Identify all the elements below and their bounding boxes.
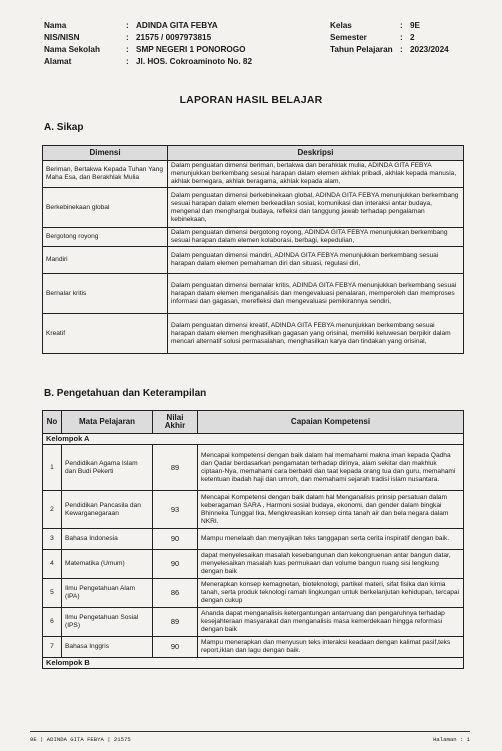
table-row (43, 161, 464, 188)
column-header: No (43, 411, 62, 434)
description-cell: Dalam penguatan dimensi berkebinekaan global, ADINDA GITA FEBYA menunjukkan berkembang sesuai harapan dalam elemen berkeadilan sosial, komunikasi dan interaksi antar budaya, mengenal dan menghargai budaya, refleksi dan tanggung jawab terhadap pengalaman kebinekaan, (168, 188, 464, 228)
table-row (43, 228, 464, 247)
footer-page-number: Halaman : 1 (433, 736, 470, 743)
grade-cell: 90 (153, 529, 198, 550)
label: Semester (330, 33, 367, 42)
table-row (43, 445, 464, 491)
label: Tahun Pelajaran (330, 45, 393, 54)
school-name: SMP NEGERI 1 PONOROGO (136, 45, 246, 54)
label: Kelas (330, 21, 352, 30)
school-row: Nama Sekolah : SMP NEGERI 1 PONOROGO (44, 45, 246, 54)
subject-cell: Pendidikan Agama Islam dan Budi Pekerti (62, 445, 153, 491)
subject-cell: Ilmu Pengetahuan Sosial (IPS) (62, 608, 153, 637)
row-number: 2 (43, 491, 62, 529)
label: Nama Sekolah (44, 45, 100, 54)
description-cell: Dalam penguatan dimensi kreatif, ADINDA GITA FEBYA menunjukkan berkembang sesuai harapan dalam elemen menghasilkan gagasan yang orisinal, memiliki keluwesan berpikir dalam mencari alternatif solusi permasalahan, menghasilkan karya dan tindakan yang orisinal, (168, 314, 464, 354)
column-header: Mata Pelajaran (62, 411, 153, 434)
table-row (43, 579, 464, 608)
year-row: Tahun Pelajaran : 2023/2024 (330, 45, 449, 54)
table-row (43, 314, 464, 354)
competency-cell: Mampu menerapkan dan menyusun teks interaksi keadaan dengan kalimat pasif,teks report,iklan dan lagu dengan baik. (198, 637, 464, 658)
dimension-cell: Bergotong royong (43, 228, 168, 247)
group-label: Kelompok B (43, 658, 464, 669)
column-header: Capaian Kompetensi (198, 411, 464, 434)
dimension-cell: Beriman, Bertakwa Kepada Tuhan Yang Maha Esa, dan Berakhlak Mulia (43, 161, 168, 188)
description-cell: Dalam penguatan dimensi beriman, bertakwa dan berahklak mulia, ADINDA GITA FEBYA menunjukkan berkembang sesuai harapan dalam elemen akhlak pribadi, akhlak kepada manusia, akhlak bernegara, akhlak beragama, akhlak kepada alam, (168, 161, 464, 188)
grade-cell: 90 (153, 637, 198, 658)
student-name: ADINDA GITA FEBYA (136, 21, 218, 30)
table-row (43, 274, 464, 314)
table-row (43, 188, 464, 228)
competency-cell: Mencapai Kompetensi dengan baik dalam hal Menganalisis prinsip persatuan dalam keberagaman SARA , Harmoni sosial budaya, ekonomi, dan gender dalam bingkai Bhinneka Tunggal Ika, Mengkreasikan konsep cinta tanah air dan bela negara dalam NKRI. (198, 491, 464, 529)
grade-cell: 89 (153, 608, 198, 637)
dimension-cell: Mandiri (43, 247, 168, 274)
page-title: LAPORAN HASIL BELAJAR (179, 94, 323, 106)
student-name-row: Nama : ADINDA GITA FEBYA (44, 21, 218, 30)
dimension-cell: Kreatif (43, 314, 168, 354)
table-row (43, 550, 464, 579)
semester-row: Semester : 2 (330, 33, 415, 42)
subject-cell: Matematika (Umum) (62, 550, 153, 579)
competency-cell: Mencapai kompetensi dengan baik dalam hal memahami makna iman kepada Qadha dan Qadar berdasarkan pengamatan terhadap dirinya, alam sekitar dan makhluk ciptaan-Nya, memahami cara berbakti dan taat kepada orang tua dan guru, memahami ketentuan ibadah haji dan umroh, dan memahami sejarah tradisi islam nusantara. (198, 445, 464, 491)
row-number: 7 (43, 637, 62, 658)
footer-student: 9E | ADINDA GITA FEBYA | 21575 (30, 736, 131, 743)
page-footer (30, 731, 470, 743)
description-cell: Dalam penguatan dimensi bergotong royong, ADINDA GITA FEBYA menunjukkan berkembang sesuai harapan dalam elemen kolaborasi, berbagi, kepedulian, (168, 228, 464, 247)
year-value: 2023/2024 (410, 45, 449, 54)
school-address: Jl. HOS. Cokroaminoto No. 82 (136, 57, 253, 66)
class-value: 9E (410, 21, 421, 30)
address-row: Alamat : Jl. HOS. Cokroaminoto No. 82 (44, 57, 253, 66)
student-nisn: 21575 / 0097973815 (136, 33, 212, 42)
competency-cell: Menerapkan konsep kemagnetan, bioteknologi, partikel materi, sifat fisika dan kimia tanah, serta produk teknologi ramah lingkungan untuk berkelanjutan kehidupan, tercapai dengan cukup (198, 579, 464, 608)
group-label: Kelompok A (43, 434, 464, 445)
label: NIS/NISN (44, 33, 80, 42)
table-header (43, 146, 464, 161)
row-number: 1 (43, 445, 62, 491)
dimension-cell: Bernalar kritis (43, 274, 168, 314)
sikap-table (42, 145, 464, 354)
pengetahuan-table (42, 410, 464, 669)
section-heading-sikap: A. Sikap (44, 122, 84, 133)
student-info-right (330, 20, 449, 56)
row-number: 4 (43, 550, 62, 579)
column-header: Dimensi (43, 146, 168, 161)
section-heading-pengetahuan: B. Pengetahuan dan Keterampilan (44, 388, 207, 399)
label: Alamat (44, 57, 72, 66)
description-cell: Dalam penguatan dimensi bernalar kritis, ADINDA GITA FEBYA menunjukkan berkembang sesuai harapan dalam elemen menganalisis dan mengevaluasi penalaran, memperoleh dan memproses informasi dan gagasan, merefleksi dan mengevaluasi pemikirannya sendiri, (168, 274, 464, 314)
dimension-cell: Berkebinekaan global (43, 188, 168, 228)
table-row (43, 637, 464, 658)
competency-cell: Ananda dapat menganalisis ketergantungan antarruang dan pengaruhnya terhadap kesejahteraan masyarakat dan menganalisis masa kemerdekaan hingga reformasi dengan baik (198, 608, 464, 637)
description-cell: Dalam penguatan dimensi mandiri, ADINDA GITA FEBYA menunjukkan berkembang sesuai harapan dalam elemen pemahaman diri dan situasi, regulasi diri, (168, 247, 464, 274)
table-row (43, 491, 464, 529)
label: Nama (44, 21, 67, 30)
subject-cell: Ilmu Pengetahuan Alam (IPA) (62, 579, 153, 608)
table-row (43, 529, 464, 550)
subject-cell: Pendidikan Pancasila dan Kewarganegaraan (62, 491, 153, 529)
column-header: Deskripsi (168, 146, 464, 161)
row-number: 3 (43, 529, 62, 550)
student-nisn-row: NIS/NISN : 21575 / 0097973815 (44, 33, 212, 42)
grade-cell: 86 (153, 579, 198, 608)
table-header (43, 411, 464, 434)
grade-cell: 89 (153, 445, 198, 491)
competency-cell: Mampu menelaah dan menyajikan teks tanggapan serta cerita inspiratif dengan baik. (198, 529, 464, 550)
row-number: 5 (43, 579, 62, 608)
group-row (43, 658, 464, 669)
grade-cell: 90 (153, 550, 198, 579)
subject-cell: Bahasa Inggris (62, 637, 153, 658)
competency-cell: dapat menyelesaikan masalah kesebangunan dan kekongruenan antar bangun datar, menyelesaikan masalah luas permukaan dan volume bangun ruang sisi lengkung dengan baik (198, 550, 464, 579)
semester-value: 2 (410, 33, 415, 42)
group-row (43, 434, 464, 445)
row-number: 6 (43, 608, 62, 637)
table-row (43, 247, 464, 274)
table-row (43, 608, 464, 637)
student-info-left (44, 20, 252, 68)
class-row: Kelas : 9E (330, 21, 421, 30)
grade-cell: 93 (153, 491, 198, 529)
subject-cell: Bahasa Indonesia (62, 529, 153, 550)
column-header: Nilai Akhir (153, 411, 198, 434)
